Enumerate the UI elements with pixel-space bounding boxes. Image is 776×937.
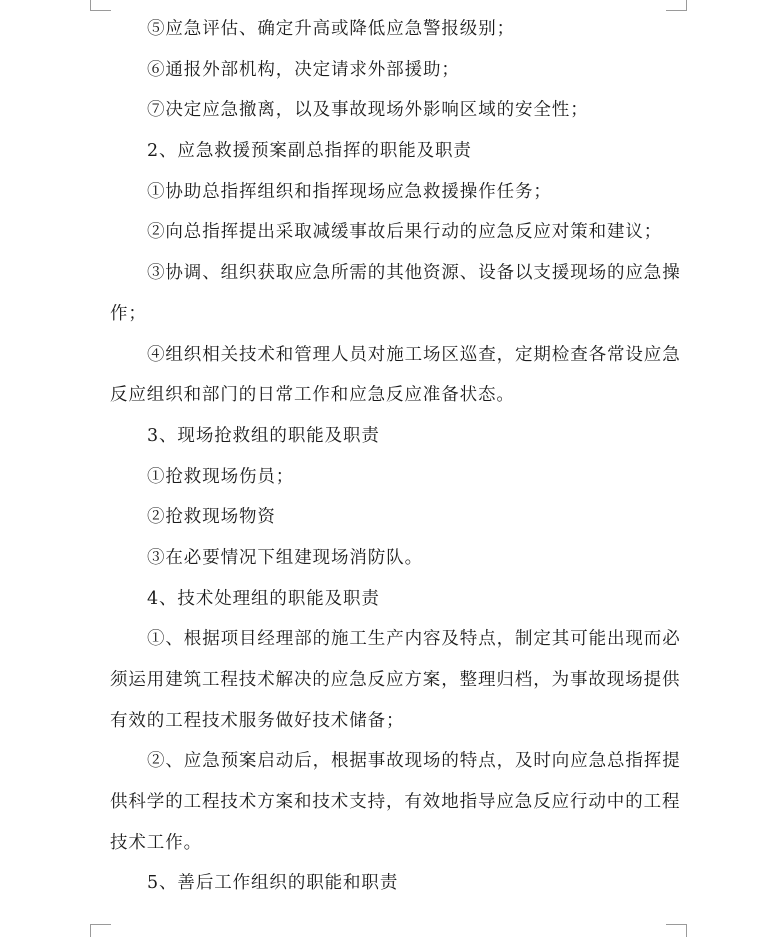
text-line: ①抢救现场伤员； [147, 466, 295, 487]
text-line: 作； [110, 303, 147, 324]
crop-mark-bottom-right [666, 924, 687, 937]
text-line: 技术工作。 [110, 832, 202, 853]
section-heading: 3、现场抢救组的职能及职责 [147, 425, 380, 446]
section-heading: 5、善后工作组织的职能和职责 [147, 873, 399, 894]
text-line: 供科学的工程技术方案和技术支持，有效地指导应急反应行动中的工程 [110, 792, 681, 813]
text-line: ③在必要情况下组建现场消防队。 [147, 547, 423, 568]
text-line: 须运用建筑工程技术解决的应急反应方案，整理归档，为事故现场提供 [110, 670, 681, 690]
document-body [110, 9, 690, 904]
text-line: ⑥通报外部机构，决定请求外部援助； [147, 59, 460, 80]
text-line: ①协助总指挥组织和指挥现场应急救援操作任务； [147, 181, 552, 202]
text-line: ④组织相关技术和管理人员对施工场区巡查，定期检查各常设应急 [147, 344, 681, 365]
crop-mark-top-left [90, 0, 111, 11]
crop-mark-bottom-left [90, 924, 111, 937]
text-line: ②抢救现场物资 [147, 507, 276, 528]
text-line: 反应组织和部门的日常工作和应急反应准备状态。 [110, 385, 515, 406]
section-heading: 4、技术处理组的职能及职责 [147, 588, 380, 609]
text-line: ②、应急预案启动后，根据事故现场的特点，及时向应急总指挥提 [147, 751, 681, 772]
text-line: ①、根据项目经理部的施工生产内容及特点，制定其可能出现而必 [147, 629, 681, 650]
text-line: 有效的工程技术服务做好技术储备； [110, 710, 405, 731]
text-line: ③协调、组织获取应急所需的其他资源、设备以支援现场的应急操 [147, 263, 681, 284]
text-line: ②向总指挥提出采取减缓事故后果行动的应急反应对策和建议； [147, 222, 663, 243]
section-heading: 2、应急救援预案副总指挥的职能及职责 [147, 141, 472, 162]
text-line: ⑦决定应急撤离，以及事故现场外影响区域的安全性； [147, 100, 589, 121]
text-line: ⑤应急评估、确定升高或降低应急警报级别； [147, 19, 515, 39]
